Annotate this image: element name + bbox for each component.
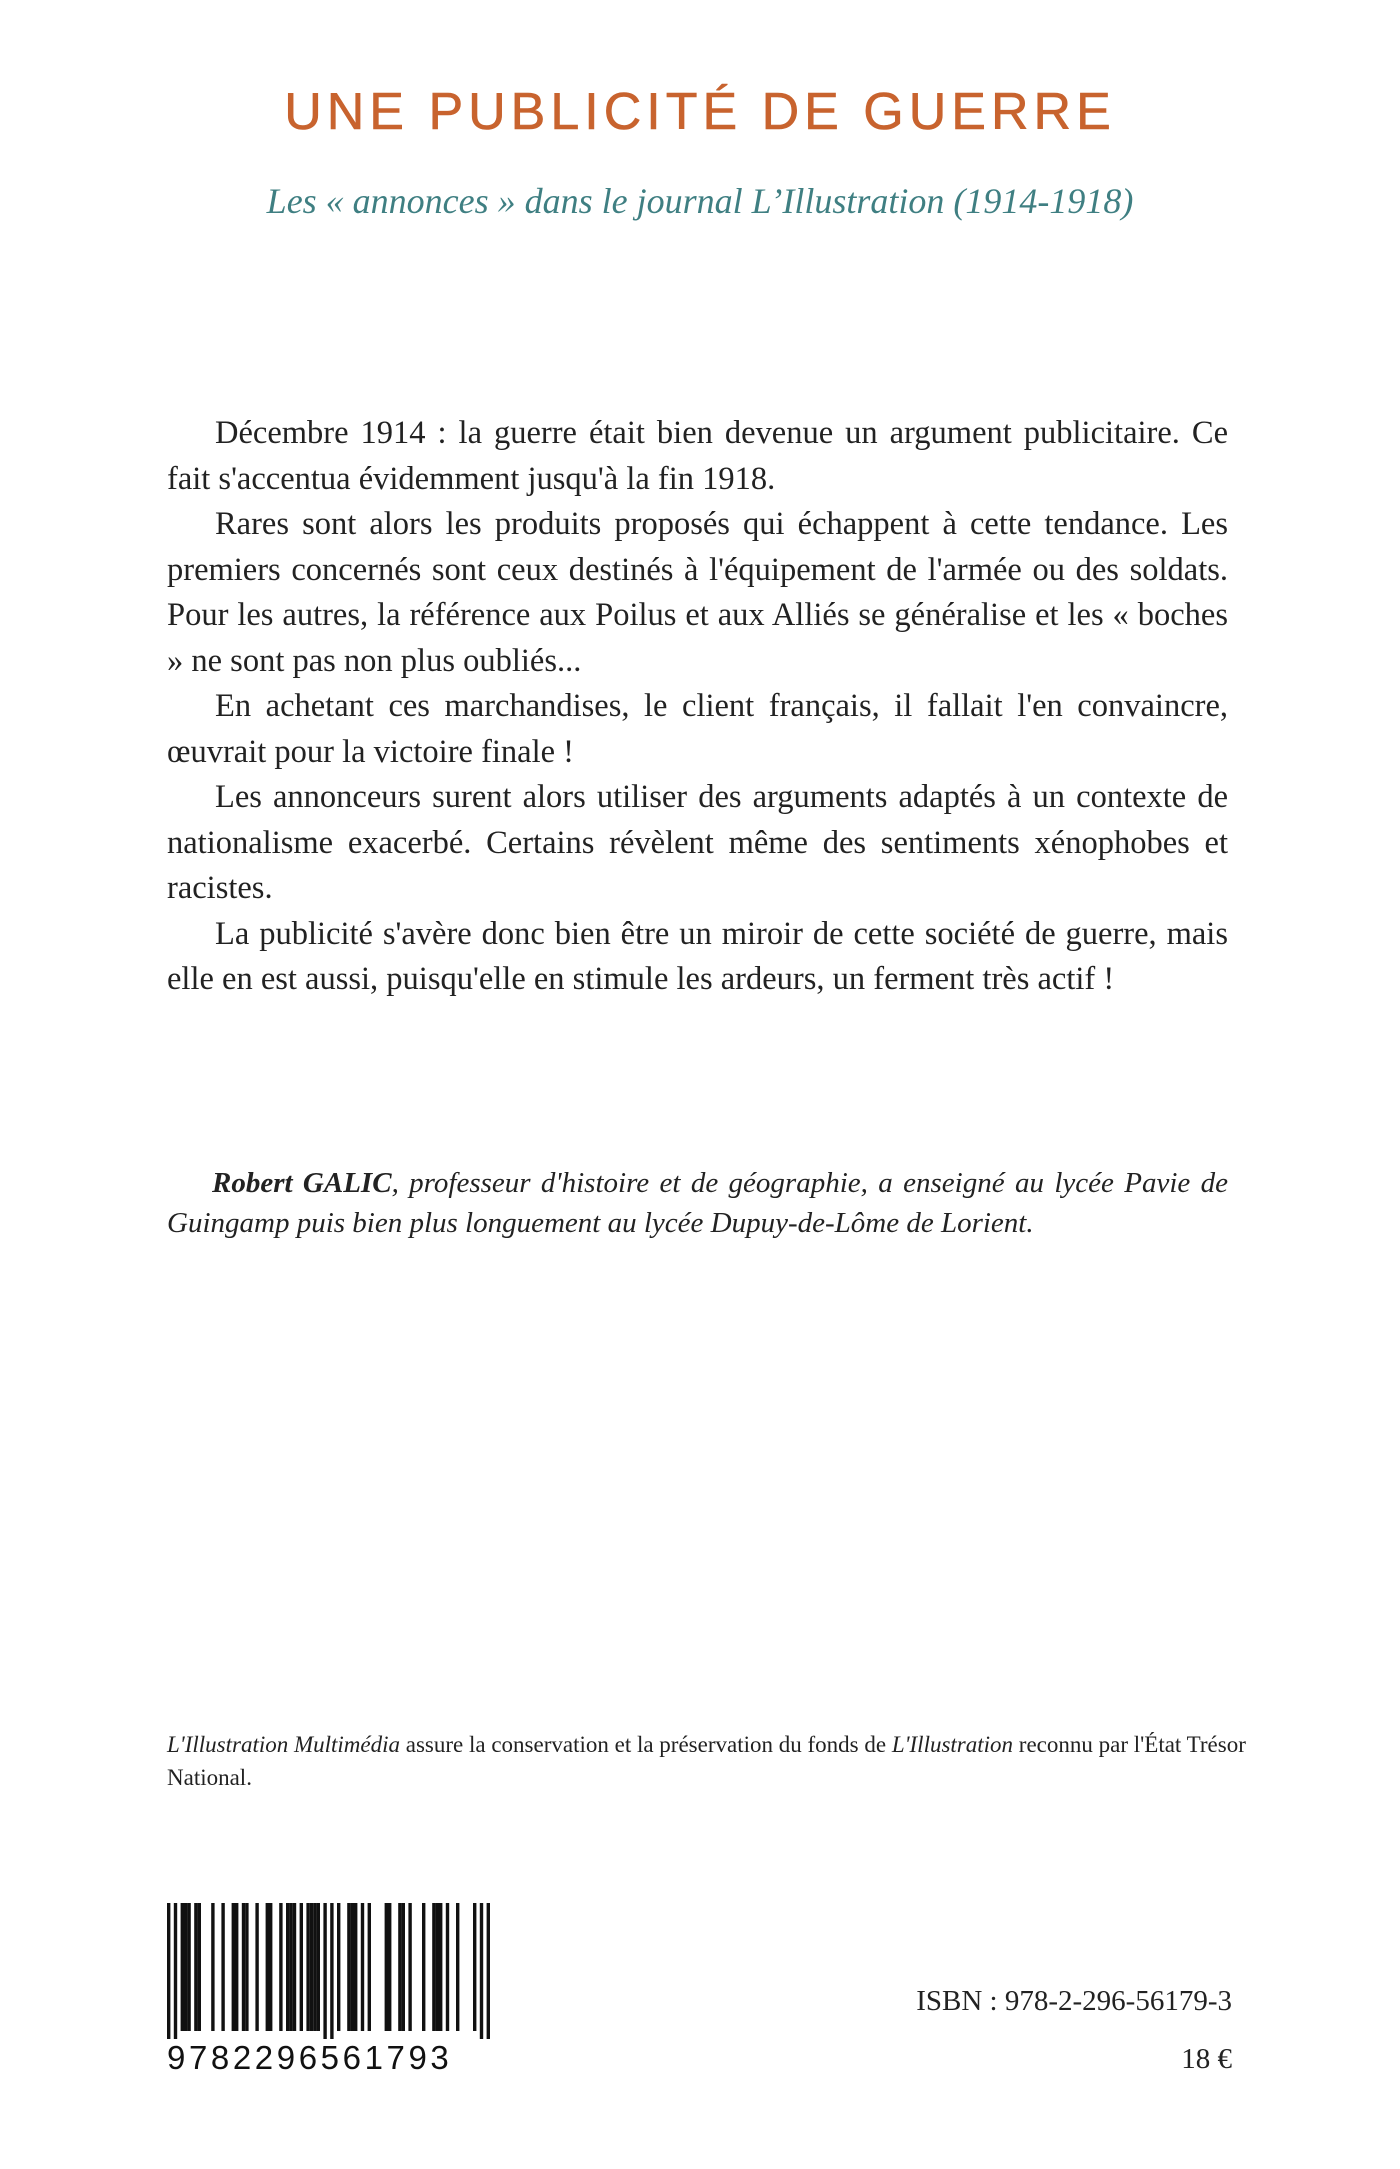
barcode-bar — [323, 1903, 326, 2039]
barcode-bar — [198, 1903, 201, 2031]
barcode-bar — [293, 1903, 296, 2031]
blurb-paragraph: Rares sont alors les produits proposés qui échappent à cette tendance. Les premiers concernés sont ceux destinés à l'équipement de l'armée ou des soldats. Pour les autres, la référence aux Poilus et aux Alliés se généralise et les « boches » ne sont pas non plus oubliés... — [167, 506, 1228, 679]
barcode-bar — [279, 1903, 282, 2031]
barcode-bar — [385, 1903, 388, 2031]
barcode-bar — [487, 1903, 490, 2039]
note-text: assure la conservation et la préservation du fonds de — [400, 1732, 892, 1757]
barcode-bar — [194, 1903, 197, 2031]
book-subtitle: Les « annonces » dans le journal L’Illustration (1914-1918) — [266, 181, 1134, 221]
barcode-bar — [354, 1903, 357, 2031]
barcode-bar — [351, 1903, 354, 2031]
barcode-bar — [473, 1903, 476, 2031]
blurb — [167, 411, 1228, 1003]
barcode-bar — [446, 1903, 449, 2031]
barcode-bar — [422, 1903, 425, 2031]
barcode-bar — [269, 1903, 272, 2031]
barcode-bar — [398, 1903, 401, 2031]
barcode-bar — [232, 1903, 235, 2031]
barcode-bar — [286, 1903, 289, 2031]
barcode-bar — [432, 1903, 435, 2031]
publisher-note — [167, 1728, 1247, 1794]
barcode-digits: 9782296561793 — [167, 2039, 453, 2076]
barcode-bar — [235, 1903, 238, 2031]
barcode-bar — [347, 1903, 350, 2031]
blurb-paragraph: En achetant ces marchandises, le client français, il fallait l'en convaincre, œuvrait pour la victoire finale ! — [167, 688, 1228, 770]
barcode-bar — [317, 1903, 320, 2031]
barcode — [167, 1903, 495, 2039]
barcode-bar — [184, 1903, 187, 2031]
barcode-bars — [167, 1903, 495, 2039]
barcode-bar — [306, 1903, 309, 2031]
barcode-bar — [289, 1903, 292, 2031]
barcode-bar — [266, 1903, 269, 2031]
barcode-bar — [310, 1903, 313, 2031]
barcode-bar — [245, 1903, 248, 2031]
author-name: Robert GALIC — [212, 1167, 392, 1199]
blurb-paragraph: Décembre 1914 : la guerre était bien devenue un argument publicitaire. Ce fait s'accentua évidemment jusqu'à la fin 1918. — [167, 415, 1228, 497]
blurb-paragraph: Les annonceurs surent alors utiliser des arguments adaptés à un contexte de nationalisme exacerbé. Certains révèlent même des sentiments xénophobes et racistes. — [167, 779, 1228, 906]
book-title: UNE PUBLICITÉ DE GUERRE — [284, 83, 1116, 141]
author-bio — [167, 1163, 1228, 1243]
note-text-end: reconnu par l'État Trésor National. — [167, 1732, 1246, 1790]
barcode-bar — [211, 1903, 214, 2031]
note-brand: L'Illustration Multimédia — [167, 1732, 401, 1757]
barcode-bar — [436, 1903, 439, 2031]
barcode-bar — [174, 1903, 177, 2039]
barcode-bar — [181, 1903, 184, 2031]
author-description: , professeur d'histoire et de géographie, a enseigné au lycée Pavie de Guingamp puis bien plus longuement au lycée Dupuy-de-Lôme de Lorient. — [167, 1167, 1228, 1239]
barcode-bar — [368, 1903, 371, 2031]
barcode-bar — [300, 1903, 303, 2031]
price: 18 € — [1181, 2043, 1232, 2075]
note-journal: L'Illustration — [891, 1732, 1014, 1757]
barcode-bar — [439, 1903, 442, 2031]
isbn: ISBN : 978-2-296-56179-3 — [916, 1985, 1232, 2017]
barcode-bar — [255, 1903, 258, 2031]
barcode-bar — [313, 1903, 316, 2031]
barcode-bar — [480, 1903, 483, 2039]
blurb-paragraph: La publicité s'avère donc bien être un miroir de cette société de guerre, mais elle en est aussi, puisqu'elle en stimule les ardeurs, un ferment très actif ! — [167, 915, 1228, 997]
barcode-bar — [456, 1903, 459, 2031]
barcode-bar — [242, 1903, 245, 2031]
barcode-bar — [221, 1903, 224, 2031]
barcode-bar — [187, 1903, 190, 2031]
barcode-bar — [330, 1903, 333, 2039]
barcode-bar — [337, 1903, 340, 2031]
barcode-bar — [361, 1903, 364, 2031]
barcode-bar — [402, 1903, 405, 2031]
barcode-bar — [388, 1903, 391, 2031]
barcode-bar — [408, 1903, 411, 2031]
barcode-bar — [167, 1903, 170, 2039]
